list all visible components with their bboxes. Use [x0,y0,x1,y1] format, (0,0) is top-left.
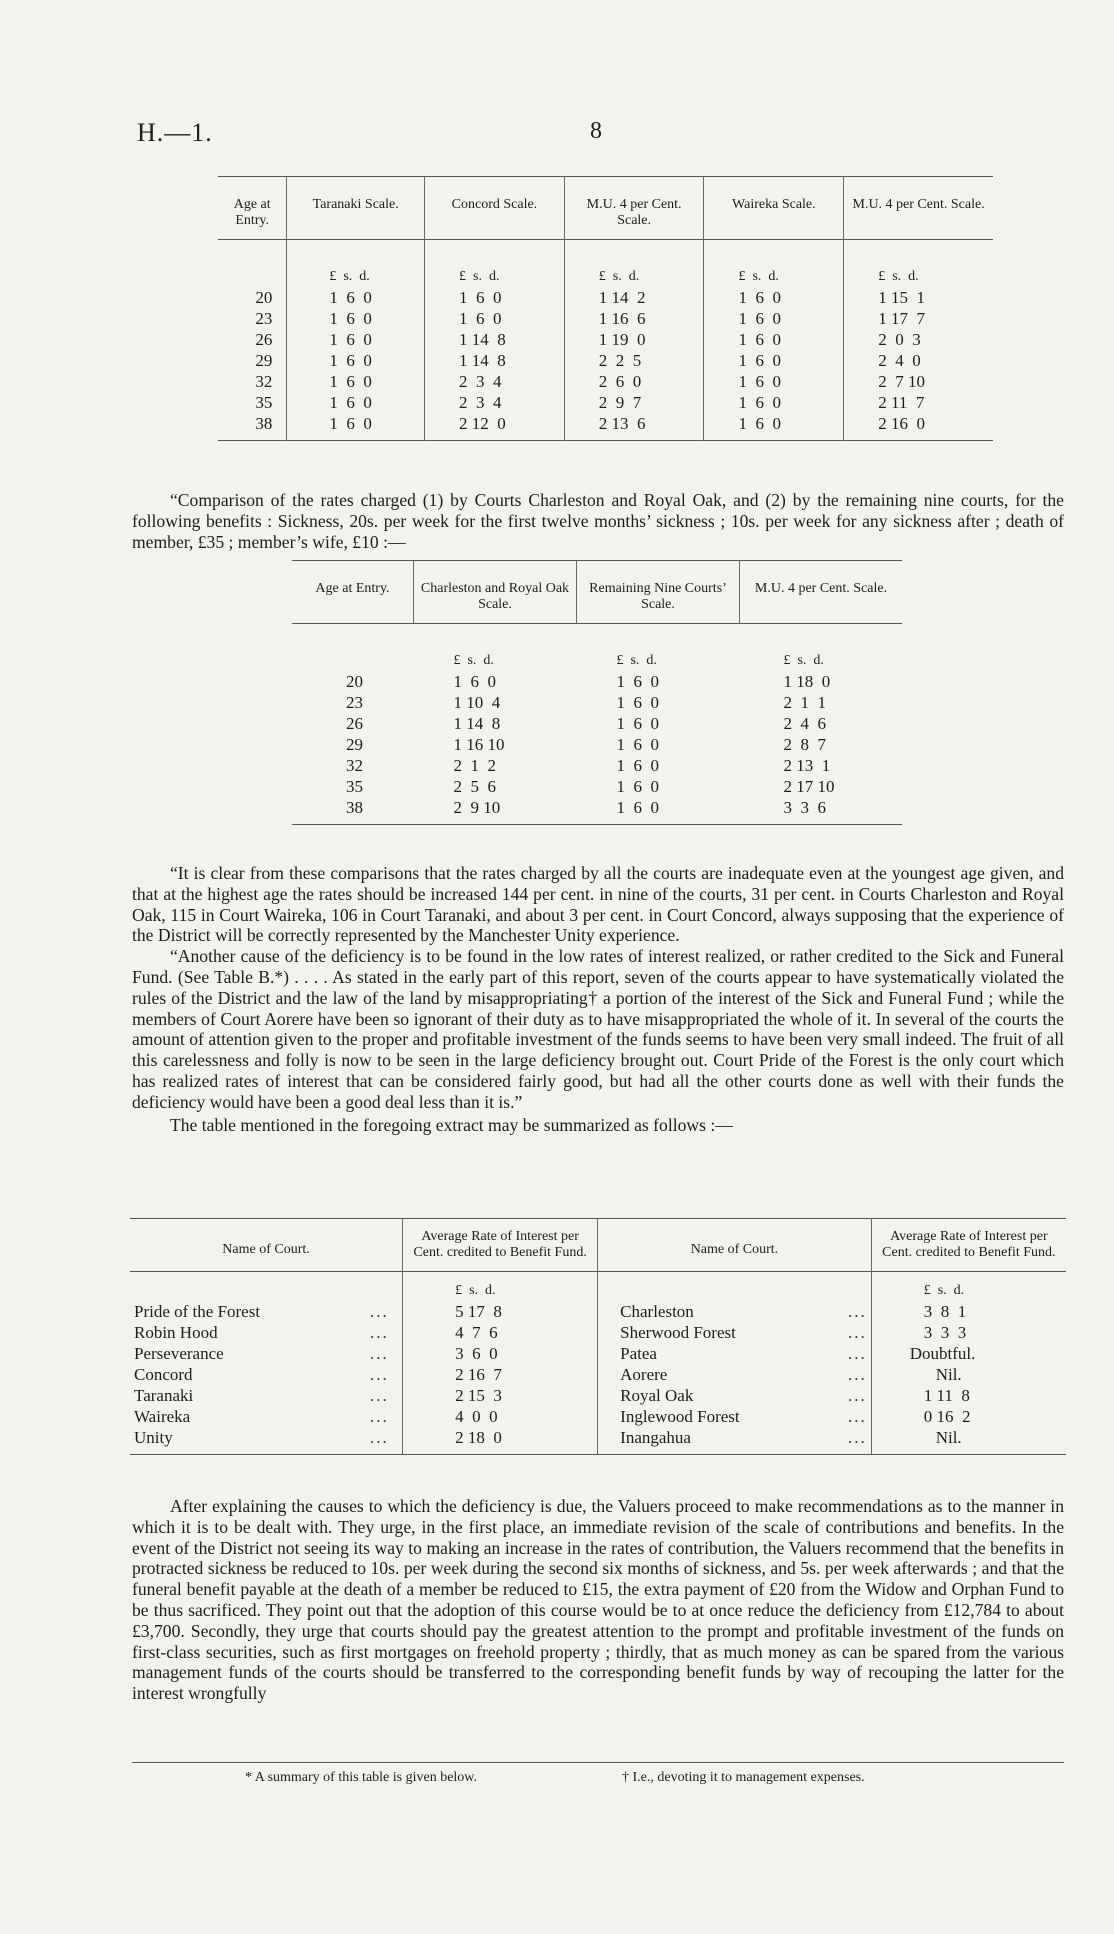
table-row [218,308,993,329]
table-row [130,1343,1066,1364]
col-header: Name of Court. [222,1242,310,1257]
rate-cell: 4 0 0 [403,1406,598,1427]
table-row [218,329,993,350]
table-row [218,413,993,441]
value-cell: 2 6 0 [564,371,704,392]
court-name-text: Concord [134,1365,193,1384]
leader-dots: ... [370,1344,389,1363]
rate-cell: 1 11 8 [871,1385,1066,1406]
col-age-header: Age at Entry. [315,581,390,596]
value-cell: 2 3 4 [425,392,565,413]
value-cell: 1 6 0 [704,287,844,308]
age-cell: 32 [255,372,273,391]
table-row [130,1301,1066,1322]
value-cell: 2 9 7 [564,392,704,413]
table-row [292,797,902,825]
age-cell: 35 [346,777,363,796]
value-cell: 1 6 0 [616,735,659,754]
court-name [130,1385,403,1406]
summary-intro: The table mentioned in the foregoing extract may be summarized as follows :— [170,1114,733,1135]
units-label: £ s. d. [425,240,565,288]
value-cell: 2 2 5 [564,350,704,371]
leader-dots: ... [370,1428,389,1447]
age-cell: 23 [255,309,273,328]
rate-cell: Doubtful. [871,1343,1066,1364]
age-cell: 32 [346,756,363,775]
col-age-header: Age at Entry. [233,197,271,228]
value-cell: 1 6 0 [704,329,844,350]
value-cell: 1 6 0 [704,350,844,371]
rate-cell: Nil. [871,1427,1066,1455]
leader-dots: ... [370,1407,389,1426]
age-cell: 23 [346,693,363,712]
value-cell: 1 16 10 [453,735,505,754]
units-label: £ s. d. [783,653,824,668]
age-cell: 20 [346,672,363,691]
value-cell: 2 4 0 [844,350,993,371]
units-label: £ s. d. [871,1272,1066,1302]
units-label: £ s. d. [704,240,844,288]
rate-cell: 5 17 8 [403,1301,598,1322]
value-cell: 1 6 0 [704,413,844,441]
table-row [292,692,902,713]
table-row [130,1427,1066,1455]
col-header: M.U. 4 per Cent. Scale. [564,177,704,240]
age-cell: 38 [346,798,363,817]
leader-dots: ... [848,1407,867,1426]
value-cell: 1 15 1 [844,287,993,308]
table-interest-rates [130,1218,1066,1455]
page-number: 8 [590,118,602,144]
value-cell: 1 14 8 [425,329,565,350]
paragraph: “Another cause of the deficiency is to be found in the low rates of interest realized, or rather credited to the Sick and Funeral Fund. (See Table B.*) . . . . As stated in the early part of this report, seven of the courts appear to have systematically violated the rules of the District and the law of the land by misappropriating† a portion of the interest of the Sick and Funeral Fund ; while the members of Court Aorere have been so ignorant of their duty as to have misappropriated the whole of it. In several of the courts the amount of attention given to the proper and profitable investment of the funds seems to have been very small indeed. The fruit of all this carelessness and folly is now to be seen in the large deficiency brought out. Court Pride of the Forest is the only court which has realized rates of interest that can be considered fairly good, but had all the other courts done as well with their funds the deficiency would have been a good deal less than it is.” [132,946,1064,1112]
footnote: † I.e., devoting it to management expenses. [622,1770,865,1785]
value-cell: 2 16 0 [844,413,993,441]
table-scales-five [218,176,993,441]
rate-cell: 2 18 0 [403,1427,598,1455]
paragraph: “It is clear from these comparisons that the rates charged by all the courts are inadequate even at the youngest age given, and that at the highest age the rates should be increased 144 per cent. in nine of the courts, 31 per cent. in Courts Charleston and Royal Oak, 115 in Court Waireka, 106 in Court Taranaki, and about 3 per cent. in Court Concord, always supposing that the experience of the District will be correctly represented by the Manchester Unity experience. [132,863,1064,946]
value-cell: 2 17 10 [783,777,835,796]
court-name-text: Sherwood Forest [620,1323,736,1342]
units-label: £ s. d. [287,240,425,288]
leader-dots: ... [848,1344,867,1363]
court-name-text: Perseverance [134,1344,224,1363]
age-cell: 26 [255,330,273,349]
value-cell: 1 6 0 [616,756,659,775]
value-cell: 2 7 10 [844,371,993,392]
leader-dots: ... [848,1386,867,1405]
value-cell: 3 3 6 [783,798,826,817]
value-cell: 2 4 6 [783,714,826,733]
value-cell: 1 6 0 [616,672,659,691]
value-cell: 1 6 0 [425,308,565,329]
value-cell: 2 13 1 [783,756,831,775]
table-row [218,371,993,392]
leader-dots: ... [848,1302,867,1321]
table-row [130,1322,1066,1343]
court-name-text: Taranaki [134,1386,194,1405]
rate-cell: 0 16 2 [871,1406,1066,1427]
document-reference: H.—1. [137,118,213,147]
footnote-divider [132,1762,1064,1763]
value-cell: 1 6 0 [616,777,659,796]
value-cell: 2 13 6 [564,413,704,441]
table-row [292,671,902,692]
col-header: Waireka Scale. [704,177,844,240]
value-cell: 2 9 10 [453,798,501,817]
col-header: Concord Scale. [425,177,565,240]
table-row [218,392,993,413]
leader-dots: ... [370,1323,389,1342]
table-row [292,755,902,776]
court-name [130,1364,403,1385]
court-name [598,1364,872,1385]
court-name [598,1322,872,1343]
court-name [130,1343,403,1364]
col-header: M.U. 4 per Cent. Scale. [739,561,902,624]
units-label: £ s. d. [564,240,704,288]
value-cell: 1 6 0 [287,413,425,441]
leader-dots: ... [848,1323,867,1342]
value-cell: 1 14 8 [425,350,565,371]
rate-cell: 2 15 3 [403,1385,598,1406]
leader-dots: ... [848,1428,867,1447]
age-cell: 29 [255,351,273,370]
court-name [130,1301,403,1322]
age-cell: 26 [346,714,363,733]
value-cell: 1 19 0 [564,329,704,350]
col-header: Charleston and Royal Oak Scale. [413,561,576,624]
court-name-text: Robin Hood [134,1323,218,1342]
col-header: Name of Court. [598,1219,872,1272]
units-label: £ s. d. [453,653,494,668]
value-cell: 1 6 0 [616,714,659,733]
rate-cell: 3 6 0 [403,1343,598,1364]
age-cell: 29 [346,735,363,754]
court-name [598,1427,872,1455]
value-cell: 2 1 2 [453,756,496,775]
court-name [598,1385,872,1406]
value-cell: 2 1 1 [783,693,826,712]
leader-dots: ... [370,1365,389,1384]
age-cell: 20 [255,288,273,307]
rate-cell: Nil. [871,1364,1066,1385]
court-name-text: Charleston [620,1302,694,1321]
body-text [132,863,1064,1135]
court-name-text: Royal Oak [620,1386,694,1405]
closing-text [132,1496,1064,1704]
leader-dots: ... [370,1302,389,1321]
units-label: £ s. d. [403,1272,598,1302]
value-cell: 1 10 4 [453,693,501,712]
court-name [130,1427,403,1455]
table-row [292,713,902,734]
court-name-text: Inglewood Forest [620,1407,740,1426]
value-cell: 2 3 4 [425,371,565,392]
value-cell: 2 11 7 [844,392,993,413]
court-name-text: Waireka [134,1407,191,1426]
value-cell: 1 6 0 [287,350,425,371]
leader-dots: ... [848,1365,867,1384]
value-cell: 2 8 7 [783,735,826,754]
table-row [218,350,993,371]
rate-cell: 3 3 3 [871,1322,1066,1343]
value-cell: 1 17 7 [844,308,993,329]
value-cell: 1 6 0 [287,329,425,350]
value-cell: 1 6 0 [425,287,565,308]
value-cell: 1 6 0 [287,308,425,329]
value-cell: 1 6 0 [704,392,844,413]
court-name [130,1322,403,1343]
court-name-text: Aorere [620,1365,668,1384]
age-cell: 38 [255,414,273,433]
court-name [598,1406,872,1427]
rate-cell: 2 16 7 [403,1364,598,1385]
value-cell: 1 14 8 [453,714,501,733]
court-name [598,1343,872,1364]
comparison-intro [132,490,1064,552]
col-header: M.U. 4 per Cent. Scale. [844,177,993,240]
table-row [292,734,902,755]
units-label: £ s. d. [844,240,993,288]
value-cell: 2 0 3 [844,329,993,350]
col-header: Average Rate of Interest per Cent. credited to Benefit Fund. [403,1219,598,1272]
value-cell: 1 6 0 [616,798,659,817]
value-cell: 1 6 0 [704,371,844,392]
table-row [130,1364,1066,1385]
value-cell: 1 6 0 [287,371,425,392]
value-cell: 1 6 0 [453,672,496,691]
rate-cell: 3 8 1 [871,1301,1066,1322]
footnote: * A summary of this table is given below. [245,1770,478,1785]
value-cell: 1 6 0 [287,287,425,308]
value-cell: 1 6 0 [704,308,844,329]
value-cell: 1 16 6 [564,308,704,329]
col-header: Average Rate of Interest per Cent. credited to Benefit Fund. [871,1219,1066,1272]
age-cell: 35 [255,393,273,412]
court-name-text: Unity [134,1428,173,1447]
value-cell: 2 5 6 [453,777,496,796]
leader-dots: ... [370,1386,389,1405]
value-cell: 1 18 0 [783,672,831,691]
units-label: £ s. d. [616,653,657,668]
court-name-text: Patea [620,1344,657,1363]
table-row [292,776,902,797]
comparison-intro-text: “Comparison of the rates charged (1) by Courts Charleston and Royal Oak, and (2) by the remaining nine courts, for the following benefits : Sickness, 20s. per week for the first twelve months’ sickness ; 10s. per week for any sickness after ; death of member, £35 ; member’s wife, £10 :— [132,490,1064,552]
value-cell: 1 6 0 [287,392,425,413]
rate-cell: 4 7 6 [403,1322,598,1343]
value-cell: 1 6 0 [616,693,659,712]
col-header: Remaining Nine Courts’ Scale. [576,561,739,624]
table-row [218,287,993,308]
court-name-text: Inangahua [620,1428,691,1447]
value-cell: 2 12 0 [425,413,565,441]
court-name-text: Pride of the Forest [134,1302,261,1321]
table-row [130,1406,1066,1427]
table-row [130,1385,1066,1406]
court-name [130,1406,403,1427]
col-header: Taranaki Scale. [287,177,425,240]
value-cell: 1 14 2 [564,287,704,308]
paragraph: After explaining the causes to which the deficiency is due, the Valuers proceed to make recommendations as to the manner in which it is to be dealt with. They urge, in the first place, an immediate revision of the scale of contributions and benefits. In the event of the District not seeing its way to making an increase in the rates of contribution, the Valuers recommend that the benefits in protracted sickness be reduced to 10s. per week during the second six months of sickness, and 5s. per week afterwards ; and that the funeral benefit payable at the death of a member be reduced to £15, the extra payment of £20 from the Widow and Orphan Fund to be thus sacrificed. They point out that the adoption of this course would be to at once reduce the deficiency from £12,784 to about £3,700. Secondly, they urge that courts should pay the greatest attention to the prompt and profitable investment of the funds on first-class securities, such as first mortgages on freehold property ; thirdly, that as much money as can be spared from the various management funds of the courts should be transferred to the corresponding benefit funds by way of recouping the latter for the interest wrongfully [132,1496,1064,1704]
court-name [598,1301,872,1322]
table-scales-three [292,560,902,825]
